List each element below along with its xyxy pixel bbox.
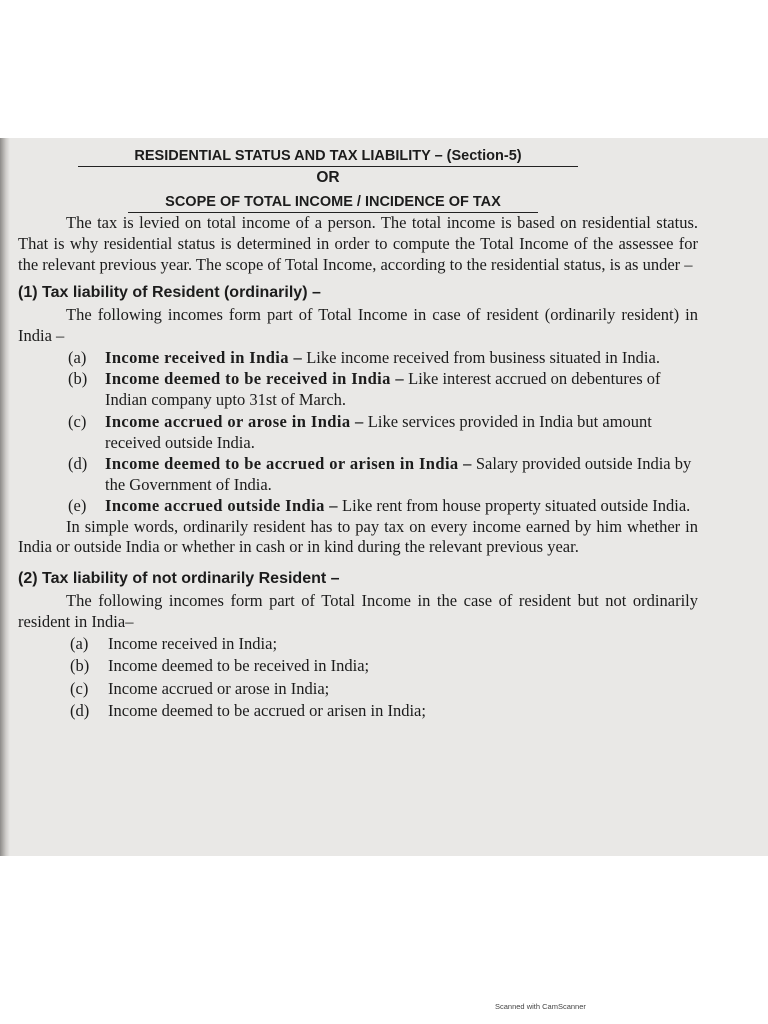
item-text: Like rent from house property situated outside India. bbox=[337, 496, 691, 516]
item-marker: (b) bbox=[68, 369, 88, 389]
section-2-list bbox=[18, 633, 698, 723]
item-text: Income deemed to be accrued or arisen in India; bbox=[108, 701, 426, 721]
section-1-lead: The following incomes form part of Total Income in case of resident (ordinarily resident) in India – bbox=[18, 305, 698, 346]
item-text: Salary provided outside India by the Government of India. bbox=[105, 454, 692, 495]
intro-paragraph: The tax is levied on total income of a person. The total income is based on residential status. That is why residential status is determined in order to compute the Total Income of the assessee for the relevant previous year. The scope of Total Income, according to the residential status, is as under – bbox=[18, 213, 698, 274]
item-marker: (e) bbox=[68, 496, 87, 516]
item-heading: Income deemed to be accrued or arisen in India – bbox=[105, 454, 472, 473]
item-text: Like income received from business situated in India. bbox=[302, 347, 660, 367]
item-marker: (c) bbox=[68, 411, 87, 431]
document-title: RESIDENTIAL STATUS AND TAX LIABILITY – (Section-5) bbox=[78, 146, 578, 167]
list-item bbox=[18, 678, 698, 701]
item-heading: Income received in India – bbox=[105, 347, 303, 367]
item-text: Like services provided in India but amount received outside India. bbox=[105, 411, 652, 452]
list-item bbox=[18, 700, 698, 723]
list-item bbox=[18, 368, 698, 410]
item-marker: (a) bbox=[70, 633, 89, 653]
section-1-heading: (1) Tax liability of Resident (ordinarily) – bbox=[18, 284, 321, 302]
item-marker: (d) bbox=[68, 454, 88, 473]
item-text: Income received in India; bbox=[108, 633, 278, 653]
list-item bbox=[18, 633, 698, 656]
item-marker: (c) bbox=[70, 678, 89, 698]
list-item bbox=[18, 411, 698, 453]
document-subtitle: SCOPE OF TOTAL INCOME / INCIDENCE OF TAX bbox=[128, 192, 538, 213]
item-text: Like interest accrued on debentures of Indian company upto 31st of March. bbox=[105, 369, 661, 410]
item-heading: Income accrued outside India – bbox=[105, 496, 338, 516]
list-item bbox=[18, 495, 698, 516]
document-body bbox=[18, 146, 698, 723]
section-2-lead: The following incomes form part of Total Income in the case of resident but not ordinarily resident in India– bbox=[18, 591, 698, 631]
item-text: Income deemed to be received in India; bbox=[108, 656, 370, 676]
scanned-page bbox=[0, 138, 768, 856]
item-marker: (a) bbox=[68, 347, 87, 367]
item-heading: Income deemed to be received in India – bbox=[105, 369, 404, 389]
list-item bbox=[18, 347, 698, 368]
item-text: Income accrued or arose in India; bbox=[108, 678, 330, 698]
item-marker: (d) bbox=[70, 701, 90, 721]
list-item bbox=[18, 453, 698, 495]
list-item bbox=[18, 655, 698, 678]
scanner-watermark: Scanned with CamScanner bbox=[495, 1002, 586, 1011]
section-1-summary: In simple words, ordinarily resident has to pay tax on every income earned by him whether in India or outside India or whether in cash or in kind during the relevant previous year. bbox=[18, 516, 698, 557]
section-1-list bbox=[18, 347, 698, 517]
title-or: OR bbox=[316, 169, 340, 186]
section-2-heading: (2) Tax liability of not ordinarily Resident – bbox=[18, 570, 340, 588]
item-heading: Income accrued or arose in India – bbox=[105, 411, 364, 431]
item-marker: (b) bbox=[70, 656, 90, 676]
